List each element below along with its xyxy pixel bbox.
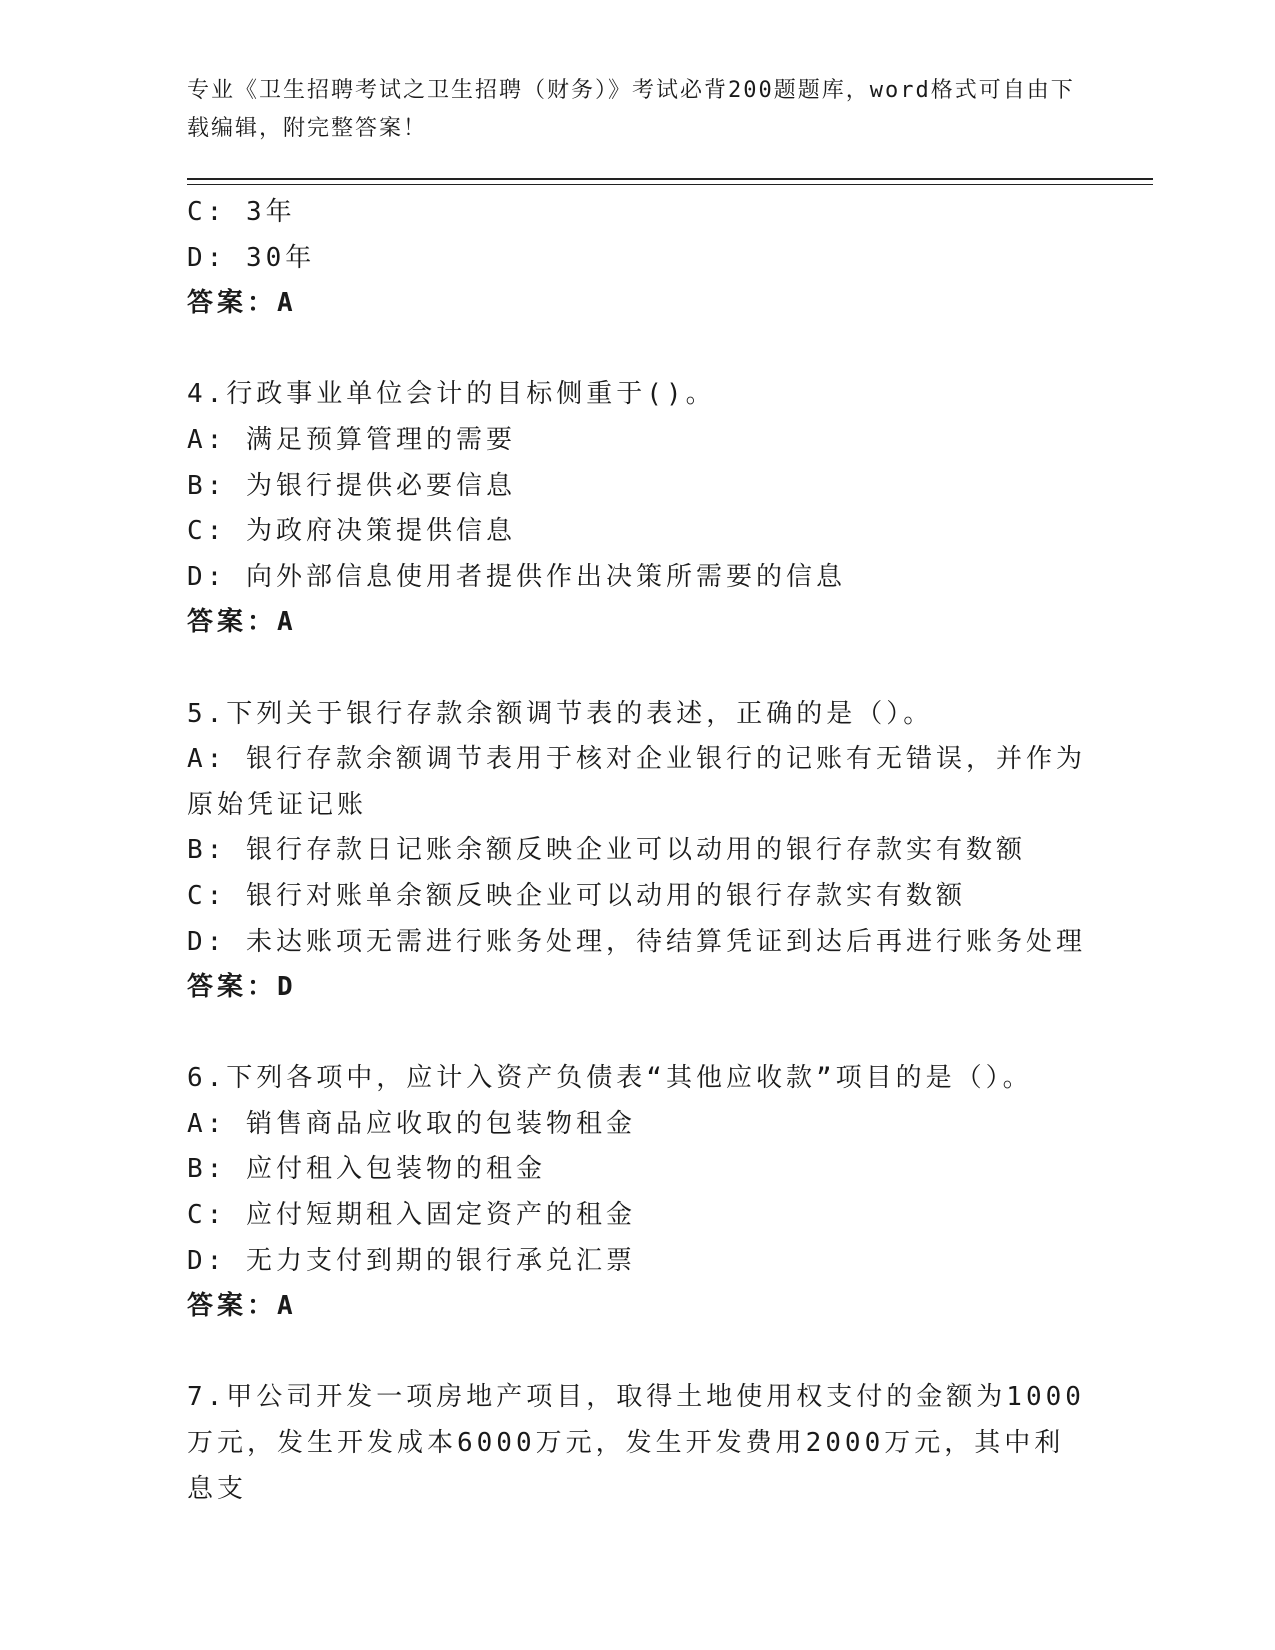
option-d: D: 30年 (187, 242, 316, 273)
option-b: B: 银行存款日记账余额反映企业可以动用的银行存款实有数额 (187, 835, 1026, 866)
question-3-tail (187, 190, 1087, 327)
option-b: B: 应付租入包装物的租金 (187, 1154, 546, 1185)
option-a: A: 满足预算管理的需要 (187, 424, 516, 455)
question-6 (187, 1056, 1087, 1330)
question-list (187, 190, 1087, 1512)
header-divider-thick (187, 178, 1153, 180)
option-a: A: 销售商品应收取的包装物租金 (187, 1108, 636, 1139)
option-d: D: 无力支付到期的银行承兑汇票 (187, 1245, 636, 1276)
spacer (187, 646, 1087, 692)
question-stem: 7.甲公司开发一项房地产项目，取得土地使用权支付的金额为1000万元，发生开发成本6000万元，发生开发费用2000万元，其中利息支 (187, 1382, 1085, 1504)
option-a: A: 银行存款余额调节表用于核对企业银行的记账有无错误，并作为原始凭证记账 (187, 744, 1086, 820)
question-stem: 4.行政事业单位会计的目标侧重于()。 (187, 379, 716, 410)
option-d: D: 未达账项无需进行账务处理，待结算凭证到达后再进行账务处理 (187, 926, 1086, 957)
option-c: C: 银行对账单余额反映企业可以动用的银行存款实有数额 (187, 880, 966, 911)
question-4 (187, 372, 1087, 646)
answer: 答案：A (187, 607, 297, 638)
spacer (187, 327, 1087, 373)
page-header: 专业《卫生招聘考试之卫生招聘（财务）》考试必背200题题库，word格式可自由下载编辑，附完整答案！ (187, 78, 1075, 141)
answer: 答案：A (187, 288, 297, 319)
option-b: B: 为银行提供必要信息 (187, 470, 516, 501)
question-7 (187, 1375, 1087, 1512)
question-stem: 6.下列各项中，应计入资产负债表“其他应收款”项目的是（）。 (187, 1063, 1033, 1094)
answer: 答案：A (187, 1291, 297, 1322)
question-stem: 5.下列关于银行存款余额调节表的表述，正确的是（）。 (187, 698, 934, 729)
question-5 (187, 692, 1087, 1011)
header-divider-thin (187, 184, 1153, 185)
option-c: C: 为政府决策提供信息 (187, 516, 516, 547)
answer: 答案：D (187, 972, 297, 1003)
option-d: D: 向外部信息使用者提供作出决策所需要的信息 (187, 561, 846, 592)
spacer (187, 1011, 1087, 1057)
option-c: C: 3年 (187, 197, 296, 227)
option-c: C: 应付短期租入固定资产的租金 (187, 1200, 636, 1231)
spacer (187, 1330, 1087, 1376)
